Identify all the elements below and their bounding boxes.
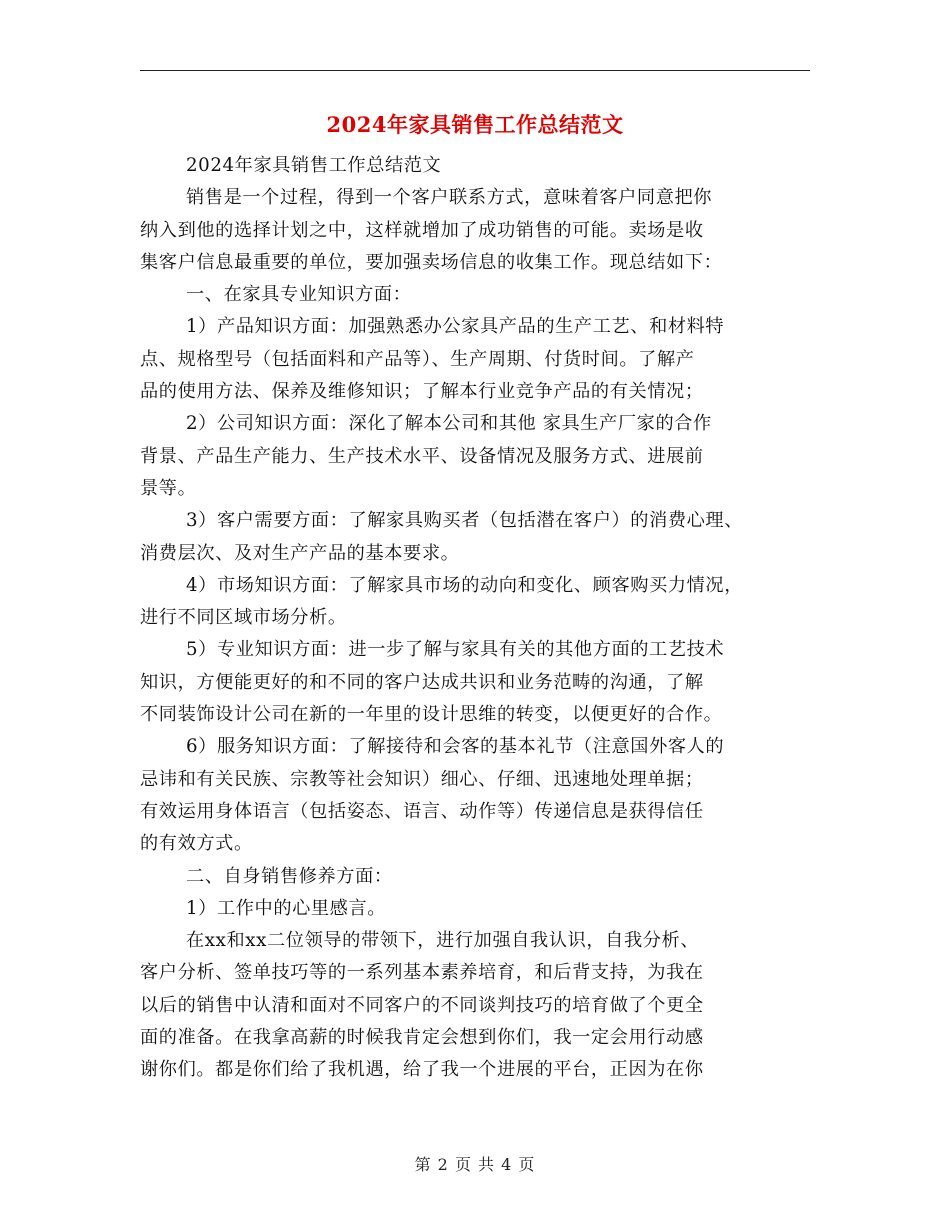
text-line: 点、规格型号（包括面料和产品等）、生产周期、付货时间。了解产: [140, 348, 695, 370]
text-line: 忌讳和有关民族、宗教等社会知识）细心、仔细、迅速地处理单据；: [140, 768, 704, 790]
text-line: 2）公司知识方面：深化了解本公司和其他 家具生产厂家的合作: [186, 413, 712, 435]
text-line: 的有效方式。: [140, 833, 253, 855]
text-line: 纳入到他的选择计划之中，这样就增加了成功销售的可能。卖场是收: [140, 219, 704, 241]
text-line: 消费层次、及对生产产品的基本要求。: [140, 542, 460, 564]
text-line: 3）客户需要方面：了解家具购买者（包括潜在客户）的消费心理、: [186, 510, 744, 532]
text-line: 以后的销售中认清和面对不同客户的不同谈判技巧的培育做了个更全: [140, 994, 704, 1016]
text-line: 在xx和xx二位领导的带领下，进行加强自我认识，自我分析、: [186, 930, 700, 952]
text-line: 1）产品知识方面：加强熟悉办公家具产品的生产工艺、和材料特: [186, 316, 725, 338]
text-line: 有效运用身体语言（包括姿态、语言、动作等）传递信息是获得信任: [140, 800, 704, 822]
text-line: 景等。: [140, 477, 197, 499]
text-line: 谢你们。都是你们给了我机遇，给了我一个进展的平台，正因为在你: [140, 1059, 704, 1081]
text-line: 进行不同区域市场分析。: [140, 607, 347, 629]
text-line: 6）服务知识方面：了解接待和会客的基本礼节（注意国外客人的: [186, 736, 725, 758]
text-line: 品的使用方法、保养及维修知识；了解本行业竞争产品的有关情况；: [140, 381, 704, 403]
text-line: 5）专业知识方面：进一步了解与家具有关的其他方面的工艺技术: [186, 639, 725, 661]
text-line: 4）市场知识方面：了解家具市场的动向和变化、顾客购买力情况，: [186, 574, 744, 596]
text-line: 一、在家具专业知识方面：: [186, 284, 412, 306]
text-line: 知识，方便能更好的和不同的客户达成共识和业务范畴的沟通，了解: [140, 671, 704, 693]
header-rule: [140, 70, 810, 71]
text-line: 背景、产品生产能力、生产技术水平、设备情况及服务方式、进展前: [140, 445, 704, 467]
text-line: 2024年家具销售工作总结范文: [186, 155, 442, 176]
text-line: 客户分析、签单技巧等的一系列基本素养培育，和后背支持，为我在: [140, 962, 704, 984]
text-line: 不同装饰设计公司在新的一年里的设计思维的转变，以便更好的合作。: [140, 704, 723, 726]
text-line: 销售是一个过程，得到一个客户联系方式，意味着客户同意把你: [186, 187, 713, 209]
text-line: 集客户信息最重要的单位，要加强卖场信息的收集工作。现总结如下：: [140, 251, 723, 273]
text-line: 面的准备。在我拿高薪的时候我肯定会想到你们，我一定会用行动感: [140, 1027, 704, 1049]
document-title: 2024年家具销售工作总结范文: [326, 112, 624, 137]
page-footer: 第 2 页 共 4 页: [414, 1155, 536, 1174]
text-line: 二、自身销售修养方面：: [186, 865, 393, 887]
document-body: [140, 150, 812, 1087]
text-line: 1）工作中的心里感言。: [186, 897, 387, 919]
